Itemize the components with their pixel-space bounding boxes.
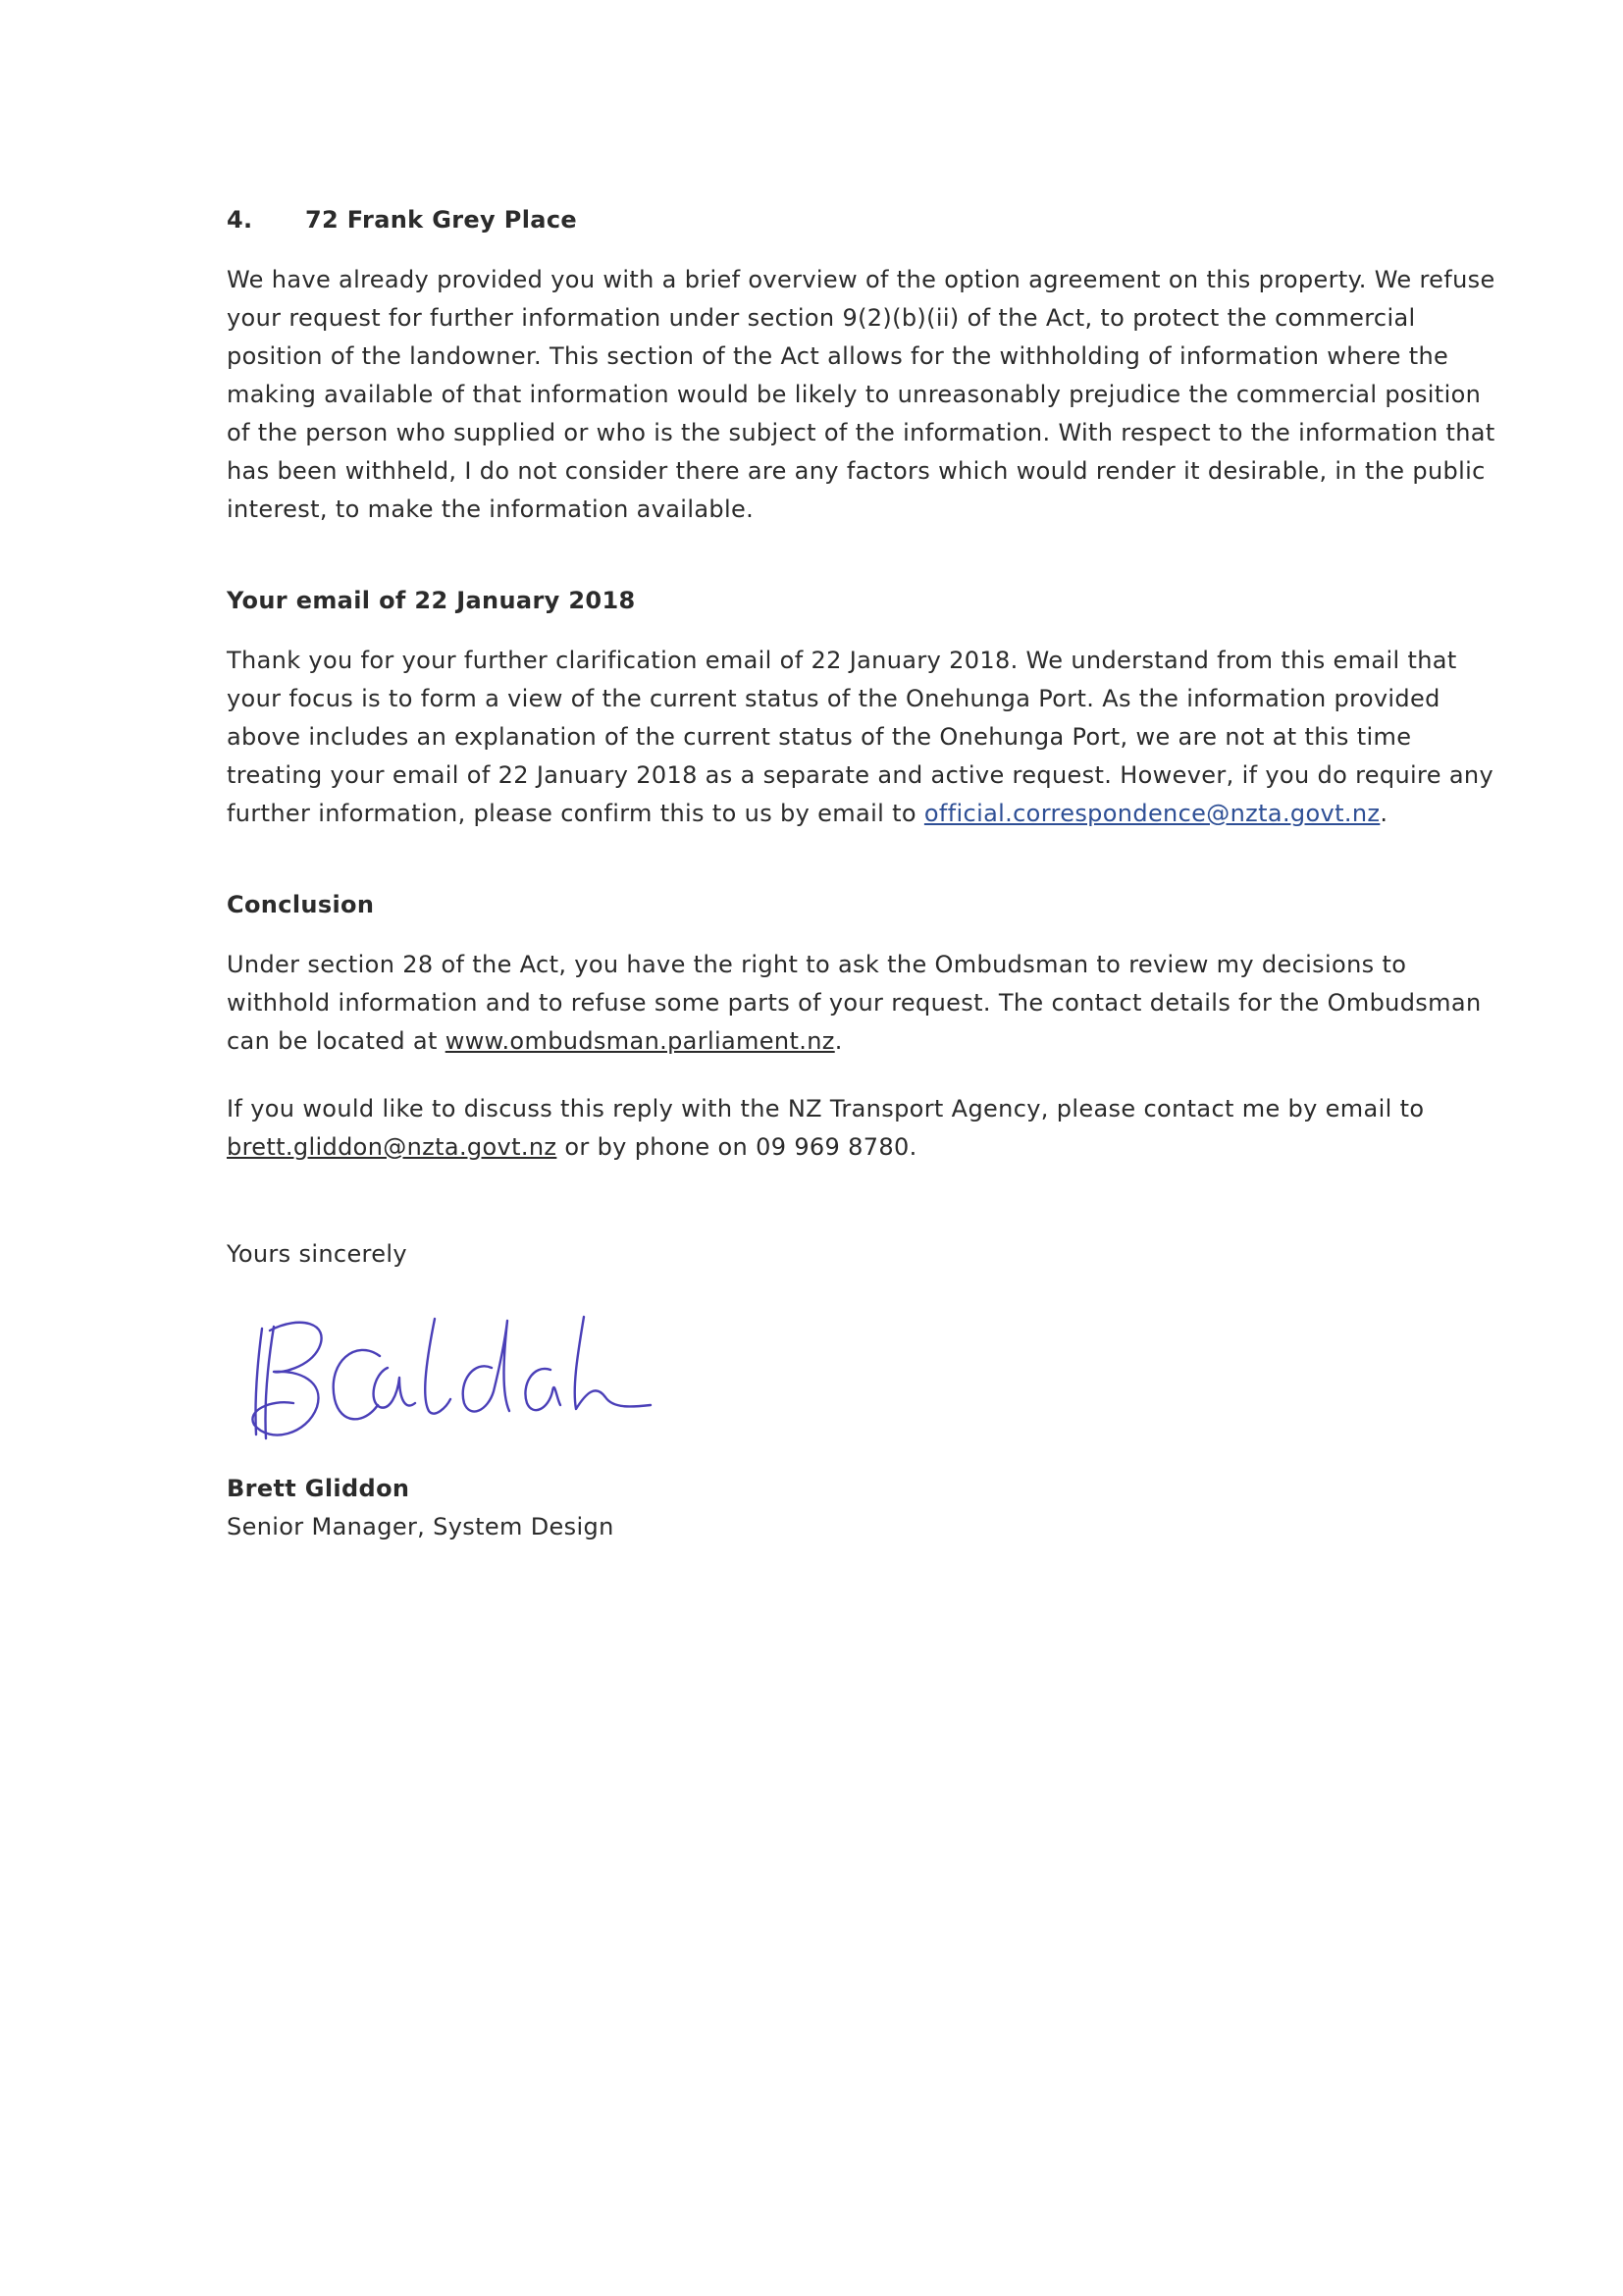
conclusion-paragraph-2 bbox=[227, 1090, 1502, 1167]
conclusion-p1-text: Under section 28 of the Act, you have the right to ask the Ombudsman to review my decisions to withhold information and to refuse some parts of your request. The contact details for the Ombudsman can be located at bbox=[227, 951, 1482, 1055]
conclusion-heading: Conclusion bbox=[227, 891, 375, 918]
section-title: 72 Frank Grey Place bbox=[305, 206, 578, 234]
official-correspondence-email-link[interactable]: official.correspondence@nzta.govt.nz bbox=[923, 800, 1381, 827]
email-body-text: Thank you for your further clarification email of 22 January 2018. We understand from this email that your focus is to form a view of the current status of the Onehunga Port. As the information provided above includes an explanation of the current status of the Onehunga Port, we are not at this time treating your email of 22 January 2018 as a separate and active request. However, if you do require any further information, please confirm this to us by email to bbox=[227, 647, 1494, 827]
email-body-end: . bbox=[1380, 800, 1388, 827]
ombudsman-website-link[interactable]: www.ombudsman.parliament.nz bbox=[445, 1027, 835, 1055]
conclusion-p2-end: or by phone on 09 969 8780. bbox=[564, 1133, 917, 1161]
handwritten-signature bbox=[240, 1309, 653, 1456]
conclusion-p1-end: . bbox=[834, 1027, 843, 1055]
signer-email-link[interactable]: brett.gliddon@nzta.govt.nz bbox=[227, 1133, 557, 1161]
conclusion-p2-text: If you would like to discuss this reply with the NZ Transport Agency, please contact me by email to bbox=[227, 1095, 1425, 1122]
signer-name: Brett Gliddon bbox=[227, 1475, 410, 1502]
section-number: 4. bbox=[227, 206, 253, 234]
conclusion-paragraph-1 bbox=[227, 946, 1502, 1061]
signer-role: Senior Manager, System Design bbox=[227, 1513, 614, 1540]
email-section-heading: Your email of 22 January 2018 bbox=[227, 587, 636, 614]
email-section-body bbox=[227, 642, 1502, 833]
section-4-body: We have already provided you with a brief overview of the option agreement on this property. We refuse your request for further information under section 9(2)(b)(ii) of the Act, to protect the commercial position of the landowner. This section of the Act allows for the withholding of information where the making available of that information would be likely to unreasonably prejudice the commercial position of the person who supplied or who is the subject of the information. With respect to the information that has been withheld, I do not consider there are any factors which would render it desirable, in the public interest, to make the information available. bbox=[227, 266, 1495, 523]
letter-content bbox=[227, 201, 1502, 1546]
closing-line: Yours sincerely bbox=[227, 1240, 407, 1268]
section-4-heading bbox=[227, 201, 1502, 239]
